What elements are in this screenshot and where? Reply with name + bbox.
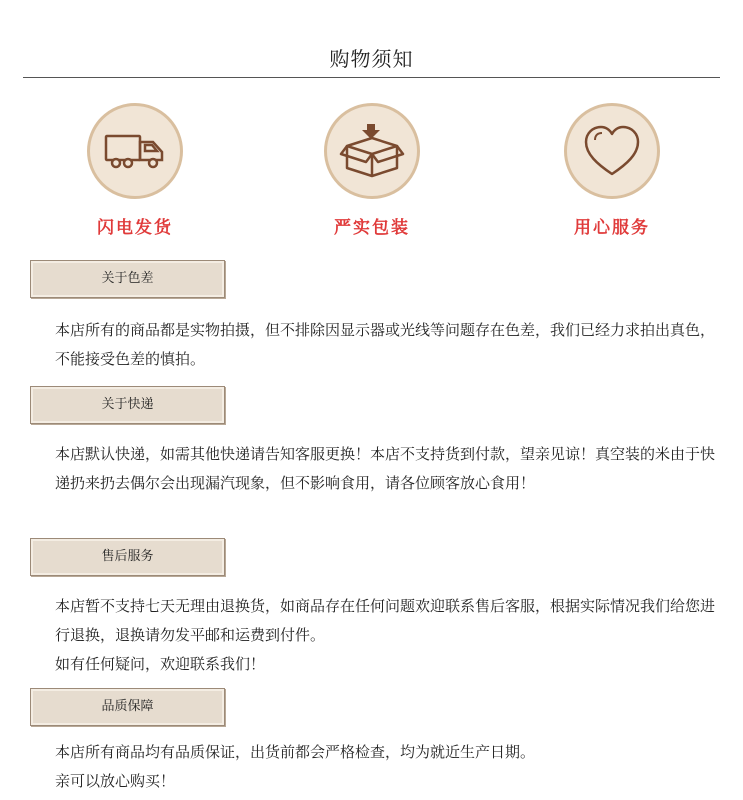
- feature-label: 用心服务: [574, 218, 650, 238]
- feature-caring-service: [542, 103, 682, 238]
- feature-fast-delivery: [65, 103, 205, 238]
- paragraph-line: 本店暂不支持七天无理由退换货，如商品存在任何问题欢迎联系售后客服，根据实际情况我们给您进行退换，退换请勿发平邮和运费到付件。: [55, 597, 716, 644]
- section-text-color-difference: [55, 316, 715, 374]
- package-box-icon: [324, 103, 420, 199]
- feature-label: 严实包装: [334, 218, 410, 238]
- section-text-express: [55, 440, 715, 498]
- heart-icon: [564, 103, 660, 199]
- paragraph-line: 如有任何疑问，欢迎联系我们！: [55, 655, 266, 673]
- section-text-after-sales: [55, 592, 715, 679]
- section-text-quality: [55, 738, 715, 796]
- feature-secure-packaging: [302, 103, 442, 238]
- page-title: 购物须知: [329, 47, 414, 71]
- paragraph-line: 亲可以放心购买！: [55, 772, 176, 790]
- paragraph-line: 本店默认快递，如需其他快递请告知客服更换！本店不支持货到付款，望亲见谅！真空装的米由于快递扔来扔去偶尔会出现漏汽现象，但不影响食用，请各位顾客放心食用！: [55, 445, 716, 492]
- feature-label: 闪电发货: [97, 218, 173, 238]
- paragraph-line: 本店所有商品均有品质保证，出货前都会严格检查，均为就近生产日期。: [55, 743, 536, 761]
- paragraph-line: 本店所有的商品都是实物拍摄，但不排除因显示器或光线等问题存在色差，我们已经力求拍出真色，不能接受色差的慎拍。: [55, 321, 716, 368]
- title-divider: [23, 77, 720, 78]
- section-tag-color-difference: 关于色差: [30, 260, 225, 298]
- section-tag-express: 关于快递: [30, 386, 225, 424]
- section-tag-after-sales: 售后服务: [30, 538, 225, 576]
- delivery-truck-icon: [87, 103, 183, 199]
- section-tag-quality: 品质保障: [30, 688, 225, 726]
